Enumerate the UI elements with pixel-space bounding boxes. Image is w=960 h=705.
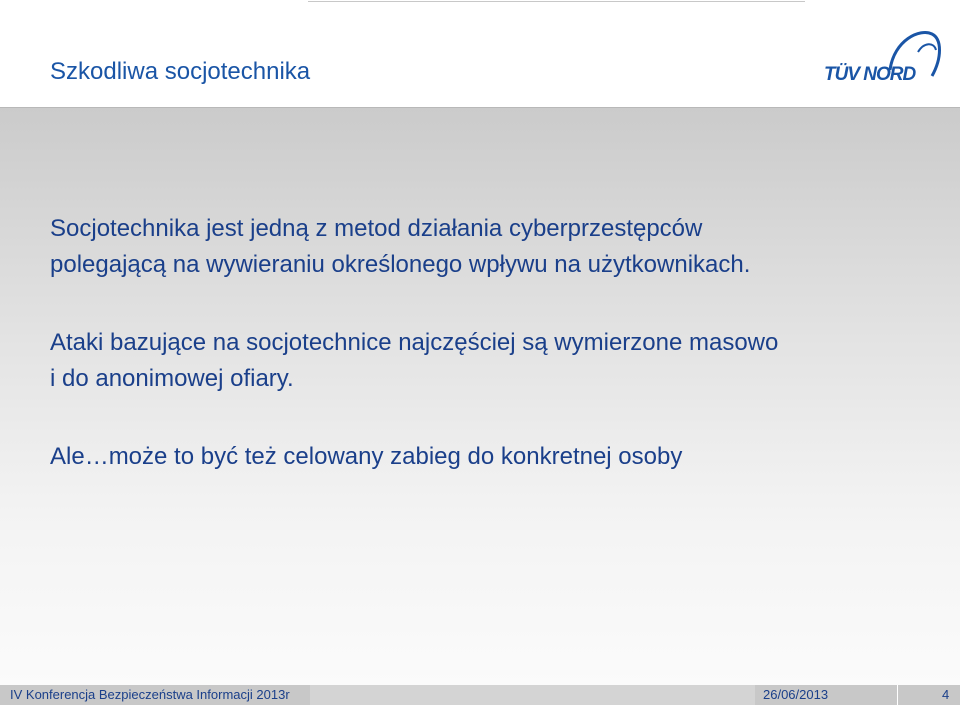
tuv-nord-logo [820, 28, 945, 88]
page-number: 4 [942, 687, 950, 702]
slide-header [0, 0, 960, 107]
footer-date: 26/06/2013 [763, 687, 829, 702]
footer-conference: IV Konferencja Bezpieczeństwa Informacji 2013r [10, 687, 290, 702]
paragraph-line: i do anonimowej ofiary. [50, 365, 294, 392]
paragraph-line: Ale…może to być też celowany zabieg do konkretnej osoby [50, 443, 683, 470]
top-divider [308, 1, 805, 2]
slide-title: Szkodliwa socjotechnika [50, 58, 311, 85]
paragraph-targeted [50, 439, 930, 475]
paragraph-line: polegającą na wywieraniu określonego wpływu na użytkownikach. [50, 251, 751, 278]
slide-content [0, 107, 960, 685]
footer-divider [897, 685, 898, 705]
logo-text: TÜV NORD [824, 64, 916, 85]
slide-footer [0, 685, 960, 705]
paragraph-attacks [50, 325, 930, 397]
paragraph-definition [50, 211, 930, 283]
paragraph-line: Ataki bazujące na socjotechnice najczęściej są wymierzone masowo [50, 329, 779, 356]
paragraph-line: Socjotechnika jest jedną z metod działania cyberprzestępców [50, 215, 703, 242]
footer-middle-band [310, 685, 755, 705]
